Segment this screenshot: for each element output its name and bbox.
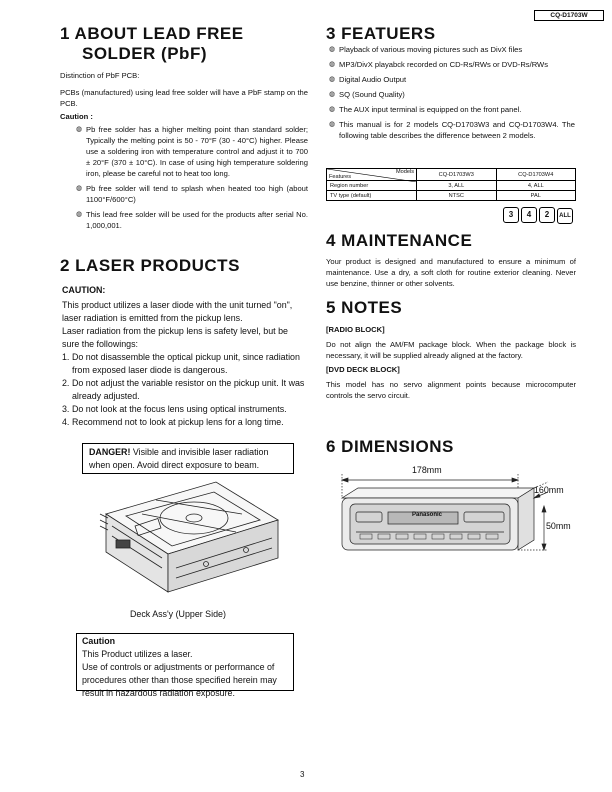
list-item: ◍ MP3/DivX playabck recorded on CD-Rs/RWs or DVD-Rs/RWs [329, 60, 549, 69]
model-comparison-table [326, 168, 576, 201]
section-4-title: 4 MAINTENANCE [326, 231, 473, 250]
section-3-title: 3 FEATUERS [326, 24, 436, 43]
features-list [329, 44, 575, 141]
deck-caption: Deck Ass'y (Upper Side) [130, 609, 226, 619]
list-item: ◍ SQ (Sound Quality) [329, 90, 405, 99]
region-badge-2: 2 [539, 207, 555, 223]
danger-box [82, 443, 294, 474]
section-2-title: 2 LASER PRODUCTS [60, 256, 240, 275]
table-row-label: TV type (default) [327, 191, 417, 201]
radio-block-text: Do not align the AM/FM package block. When the package block is necessary, it will be supplied already aligned at the factory. [326, 340, 576, 360]
laser-instructions [62, 351, 306, 429]
section-6-title: 6 DIMENSIONS [326, 437, 454, 456]
deck-assembly-illustration [96, 474, 286, 602]
dvd-deck-label: [DVD DECK BLOCK] [326, 365, 400, 374]
pbf-stamp-text: PCBs (manufactured) using lead free solder will have a PbF stamp on the PCB. [60, 88, 308, 108]
bullet-icon: ◍ [329, 106, 336, 113]
bullet-icon: ◍ [329, 46, 336, 53]
bullet-icon: ◍ [329, 91, 336, 98]
region-badge-3: 3 [503, 207, 519, 223]
bullet-icon: ◍ [76, 211, 83, 218]
section-1-title [60, 24, 244, 44]
page-number: 3 [300, 770, 305, 779]
table-cell: NTSC [417, 191, 497, 201]
list-item: 4. Recommend not to look at pickup lens for a long time. [62, 417, 284, 427]
list-item: 2. Do not adjust the variable resistor on the pickup unit. It was already adjusted. [62, 378, 305, 401]
model-number-tag: CQ-D1703W [534, 10, 604, 21]
lead-free-bullets [76, 124, 308, 231]
corner-models-label: Models [395, 169, 414, 175]
laser-line-2: Laser radiation from the pickup lens is safety level, but be sure the followings: [62, 326, 288, 349]
region-badge-all: ALL [557, 208, 573, 224]
list-item: ◍ Pb free solder has a higher melting point than standard solder; Typically the melting point is 50 - 70°F (30 - 40°C) higher. Please use a soldering iron with temperature control and adjust it to 700 ± 20°F (370 ± 10°C). In case of using high temperature soldering iron, please be careful not to heat too long. [76, 125, 308, 178]
section-2-body [62, 284, 306, 429]
caution-label: Caution : [60, 112, 93, 121]
region-badge-4: 4 [521, 207, 537, 223]
section-1-body [60, 70, 308, 231]
laser-line-1: This product utilizes a laser diode with the unit turned "on", laser radiation is emitted from the pickup lens. [62, 300, 293, 323]
laser-caution-label: CAUTION: [62, 285, 106, 295]
list-item: ◍ Digital Audio Output [329, 75, 407, 84]
notes-body [326, 324, 576, 401]
bullet-icon: ◍ [76, 126, 83, 133]
section-1-title-cont [82, 44, 207, 64]
bullet-icon: ◍ [329, 61, 336, 68]
list-item: ◍ Playback of various moving pictures such as DivX files [329, 45, 523, 54]
table-row-label: Region number [327, 181, 417, 191]
table-header-row [327, 169, 576, 181]
caution-box [76, 633, 294, 698]
bullet-icon: ◍ [329, 121, 336, 128]
width-label: 178mm [412, 465, 442, 475]
list-item: 3. Do not look at the focus lens using optical instruments. [62, 404, 287, 414]
table-corner-cell [327, 169, 417, 181]
radio-block-label: [RADIO BLOCK] [326, 325, 385, 334]
section-1-title-line1: 1 ABOUT LEAD FREE [60, 24, 244, 43]
table-col-header: CQ-D1703W4 [496, 169, 576, 181]
table-cell: 3, ALL [417, 181, 497, 191]
list-item: ◍ This manual is for 2 models CQ-D1703W3 and CQ-D1703W4. The following table describes the difference between 2 models. [329, 120, 575, 140]
list-item: 1. Do not disassemble the optical pickup unit, since radiation from exposed laser diode is dangerous. [62, 352, 300, 375]
brand-logo: Panasonic [412, 512, 443, 518]
caution-box-line-1: This Product utilizes a laser. [82, 649, 193, 659]
danger-text: Visible and invisible laser radiation when open. Avoid direct exposure to beam. [89, 447, 269, 470]
danger-label: DANGER! [89, 447, 131, 457]
car-stereo-illustration [320, 462, 600, 572]
dvd-deck-text: This model has no servo alignment points because microcomputer controls the servo circuit. [326, 380, 576, 400]
table-cell: PAL [496, 191, 576, 201]
maintenance-text: Your product is designed and manufactured to ensure a minimum of maintenance. Use a dry, a soft cloth for routine exterior cleaning. Never use benzine, thinner or other solvents. [326, 257, 576, 288]
table-col-header: CQ-D1703W3 [417, 169, 497, 181]
table-row [327, 181, 576, 191]
corner-features-label: Features [329, 174, 352, 180]
section-5-title: 5 NOTES [326, 298, 403, 317]
list-item: ◍ The AUX input terminal is equipped on the front panel. [329, 105, 522, 114]
caution-box-title: Caution [82, 636, 116, 646]
list-item: ◍ Pb free solder will tend to splash when heated too high (about 1100°F/600°C) [76, 184, 308, 204]
dimensions-drawing [320, 462, 600, 572]
height-label: 50mm [546, 521, 571, 531]
region-badges [503, 204, 575, 224]
bullet-icon: ◍ [76, 185, 83, 192]
depth-label: 160mm [534, 485, 564, 495]
pbf-distinction: Distinction of PbF PCB: [60, 71, 140, 80]
section-1-title-line2: SOLDER (PbF) [82, 44, 207, 63]
bullet-icon: ◍ [329, 76, 336, 83]
caution-box-line-2: Use of controls or adjustments or performance of procedures other than those specified herein may result in hazardous radiation exposure. [82, 662, 277, 698]
table-cell: 4, ALL [496, 181, 576, 191]
list-item: ◍ This lead free solder will be used for the products after serial No. 1,000,001. [76, 210, 308, 230]
table-row [327, 191, 576, 201]
